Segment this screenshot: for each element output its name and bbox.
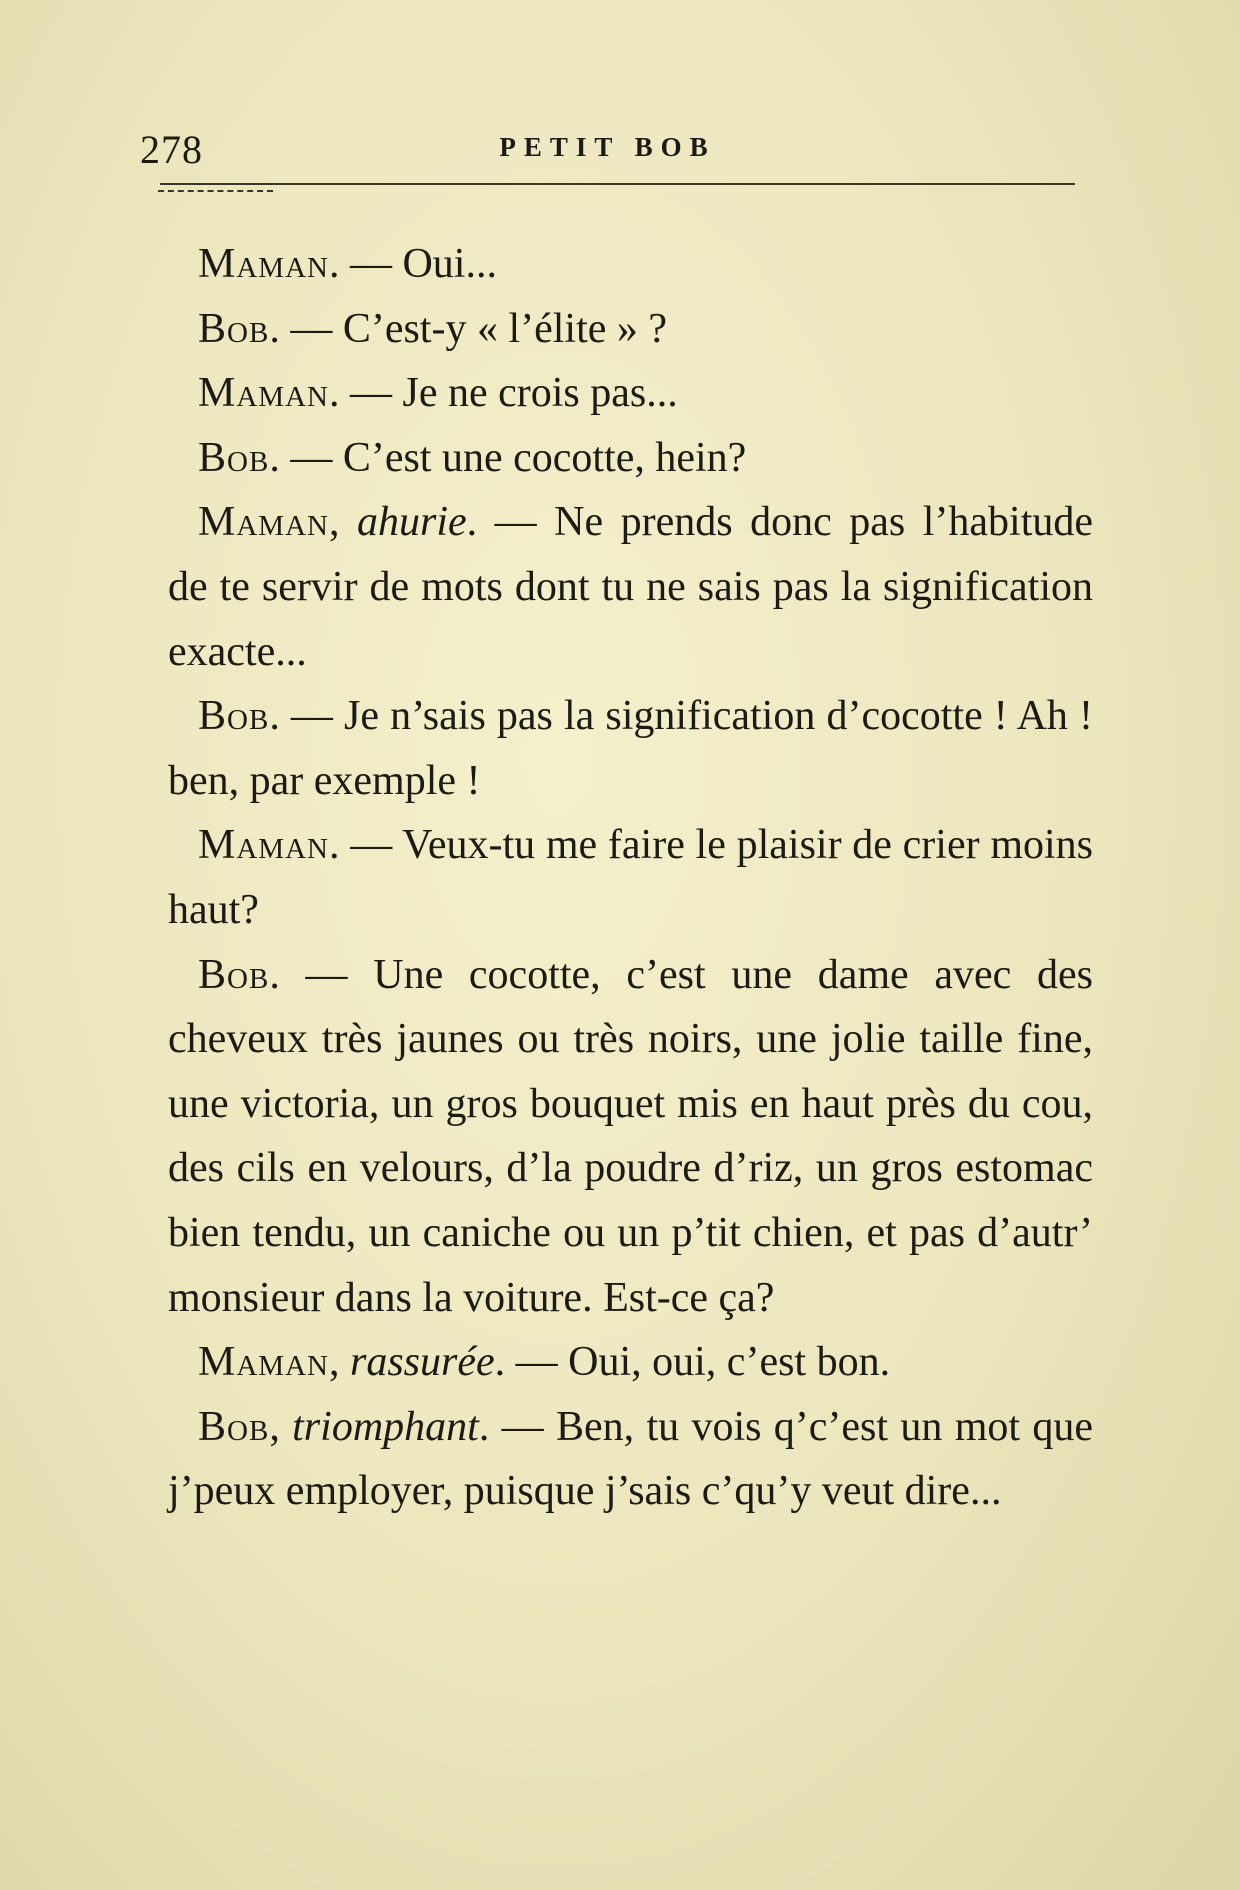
speaker-name: Maman: [198, 1339, 329, 1386]
page-number: 278: [140, 127, 203, 172]
comma: ,: [269, 1403, 293, 1450]
line-text: Je ne crois pas...: [402, 370, 678, 417]
separator: . —: [269, 434, 343, 481]
line-text: Une cocotte, c’est une dame avec des cheveux très jaunes ou très noirs, une jolie taille fine, une victoria, un gros bouquet mis en haut près du cou, des cils en velours, d’la poudre d’riz, un gros estomac bien tendu, un caniche ou un p’tit chien, et pas d’autr’ monsieur dans la voiture. Est-ce ça?: [168, 951, 1093, 1321]
line-text: C’est une cocotte, hein?: [342, 434, 747, 481]
separator: . —: [494, 1339, 569, 1386]
speaker-name: Bob: [198, 305, 270, 352]
separator: . —: [269, 951, 374, 998]
header-rule: [160, 183, 1075, 185]
header-rule-left: [158, 190, 273, 192]
dialogue-paragraph: [168, 943, 1093, 1331]
separator: . —: [478, 1403, 556, 1450]
line-text: C’est-y « l’élite » ?: [342, 305, 668, 352]
stage-direction: rassurée: [349, 1339, 495, 1386]
speaker-name: Maman: [198, 499, 329, 546]
speaker-name: Maman: [198, 370, 329, 417]
stage-direction: ahurie: [356, 499, 467, 546]
separator: . —: [328, 370, 403, 417]
dialogue-paragraph: [168, 813, 1093, 942]
dialogue-paragraph: [168, 426, 1093, 491]
line-text: Je n’sais pas la signification d’cocotte ! Ah ! ben, par exemple !: [168, 693, 1094, 804]
separator: . —: [466, 499, 555, 546]
speaker-name: Maman: [198, 822, 329, 869]
separator: . —: [269, 305, 343, 352]
line-text: Ne prends donc pas l’habitude de te servir de mots dont tu ne sais pas la signification exacte...: [168, 499, 1094, 675]
page-header: [140, 122, 1075, 182]
dialogue-paragraph: [168, 1395, 1093, 1524]
speaker-name: Bob: [198, 1403, 270, 1450]
speaker-name: Bob: [198, 693, 270, 740]
separator: . —: [269, 693, 345, 740]
dialogue-paragraph: [168, 1330, 1093, 1395]
dialogue-paragraph: [168, 232, 1093, 297]
separator: . —: [328, 822, 403, 869]
speaker-name: Bob: [198, 951, 270, 998]
line-text: Oui, oui, c’est bon.: [568, 1339, 891, 1386]
comma: ,: [328, 1339, 350, 1386]
stage-direction: triomphant: [292, 1403, 479, 1450]
separator: . —: [328, 241, 403, 287]
line-text: Veux-tu me faire le plaisir de crier moins haut?: [168, 822, 1093, 933]
dialogue-paragraph: [168, 490, 1093, 684]
dialogue-paragraph: [168, 297, 1093, 362]
comma: ,: [328, 499, 357, 546]
line-text: Ben, tu vois q’c’est un mot que j’peux employer, puisque j’sais c’qu’y veut dire...: [168, 1403, 1094, 1515]
speaker-name: Maman: [198, 241, 329, 287]
line-text: Oui...: [402, 241, 497, 287]
running-title: PETIT BOB: [499, 132, 716, 162]
dialogue-paragraph: [168, 684, 1093, 813]
speaker-name: Bob: [198, 434, 270, 481]
dialogue-text: [168, 232, 1093, 1524]
dialogue-paragraph: [168, 361, 1093, 426]
